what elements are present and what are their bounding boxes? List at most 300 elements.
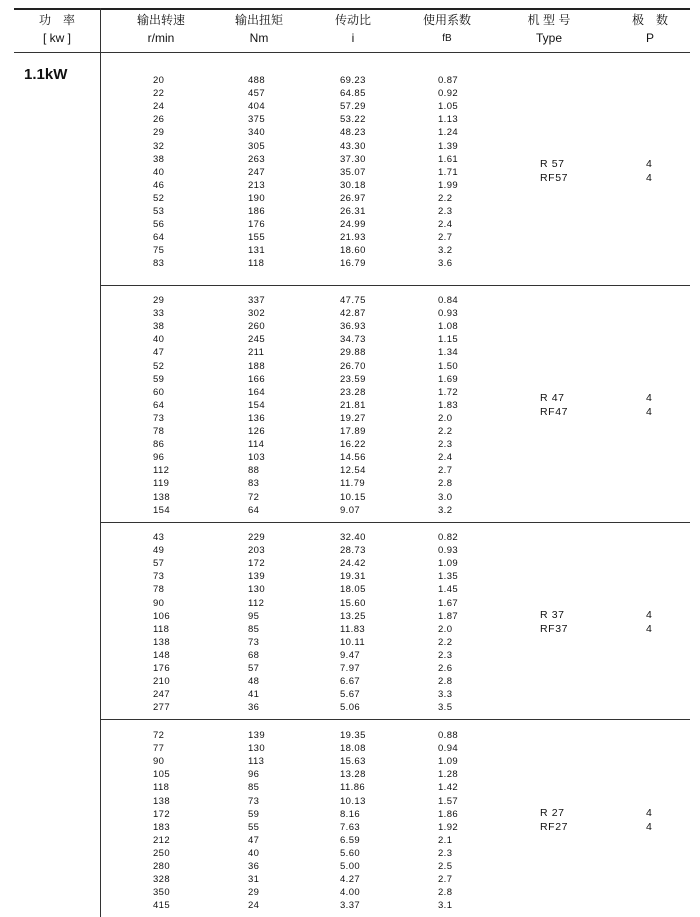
speed-cell: 47: [153, 347, 165, 359]
header-power: [14, 12, 100, 48]
ratio-cell: 35.07: [340, 166, 366, 178]
ratio-cell: 34.73: [340, 334, 366, 346]
torque-cell: 36: [248, 702, 260, 714]
torque-cell: 260: [248, 321, 266, 333]
service-factor-cell: 1.13: [438, 114, 459, 126]
service-factor-cell: 2.2: [438, 636, 453, 648]
service-factor-cell: 1.92: [438, 821, 459, 833]
speed-cell: 73: [153, 571, 165, 583]
ratio-cell: 53.22: [340, 114, 366, 126]
model-type: RF47: [540, 406, 569, 418]
speed-cell: 106: [153, 610, 171, 622]
table-row: [0, 583, 700, 596]
ratio-cell: 19.31: [340, 571, 366, 583]
service-factor-cell: 1.42: [438, 782, 459, 794]
service-factor-cell: 1.34: [438, 347, 459, 359]
table-row: [0, 570, 700, 583]
table-row: [0, 425, 700, 438]
table-row: [0, 87, 700, 100]
service-factor-cell: 2.3: [438, 439, 453, 451]
model-type: RF57: [540, 172, 569, 184]
torque-cell: 41: [248, 689, 260, 701]
torque-cell: 176: [248, 219, 266, 231]
ratio-cell: 6.59: [340, 834, 361, 846]
torque-cell: 130: [248, 743, 266, 755]
torque-cell: 172: [248, 558, 266, 570]
table-row: [0, 491, 700, 504]
service-factor-cell: 1.50: [438, 360, 459, 372]
ratio-cell: 8.16: [340, 808, 361, 820]
speed-cell: 86: [153, 439, 165, 451]
service-factor-cell: 2.3: [438, 649, 453, 661]
ratio-cell: 13.28: [340, 769, 366, 781]
service-factor-cell: 1.87: [438, 610, 459, 622]
speed-cell: 64: [153, 232, 165, 244]
table-row: [0, 477, 700, 490]
pole-count: 4: [646, 623, 652, 635]
speed-cell: 118: [153, 782, 170, 794]
ratio-cell: 47.75: [340, 295, 366, 306]
service-factor-cell: 3.0: [438, 491, 453, 503]
table-row: [0, 179, 700, 192]
speed-cell: 73: [153, 412, 165, 424]
pole-count: 4: [646, 609, 652, 621]
torque-cell: 24: [248, 900, 260, 912]
table-row: [0, 544, 700, 557]
torque-cell: 337: [248, 295, 266, 306]
speed-cell: 90: [153, 756, 165, 768]
torque-cell: 73: [248, 636, 260, 648]
table-row: [0, 860, 700, 873]
table-row: [0, 113, 700, 126]
torque-cell: 85: [248, 623, 260, 635]
torque-cell: 72: [248, 491, 260, 503]
ratio-cell: 24.99: [340, 219, 366, 231]
service-factor-cell: 2.5: [438, 861, 453, 872]
service-factor-cell: 1.67: [438, 597, 459, 609]
torque-cell: 213: [248, 179, 266, 191]
table-row: [0, 808, 700, 821]
table-row: [0, 623, 700, 636]
ratio-cell: 5.60: [340, 847, 361, 859]
ratio-cell: 29.88: [340, 347, 366, 359]
table-row: [0, 74, 700, 87]
speed-cell: 64: [153, 399, 165, 411]
header-torque-label: 输出扭矩: [234, 13, 283, 27]
speed-cell: 148: [153, 649, 171, 661]
ratio-cell: 4.00: [340, 887, 361, 899]
ratio-cell: 18.60: [340, 245, 366, 257]
model-type: R 47: [540, 392, 565, 404]
table-row: [0, 821, 700, 834]
table-row: [0, 755, 700, 768]
torque-cell: 375: [248, 114, 266, 126]
service-factor-cell: 0.84: [438, 295, 459, 306]
service-factor-cell: 1.28: [438, 769, 459, 781]
table-row: [0, 231, 700, 244]
speed-cell: 96: [153, 452, 165, 464]
service-factor-cell: 2.0: [438, 623, 453, 635]
torque-cell: 164: [248, 386, 266, 398]
torque-cell: 113: [248, 756, 265, 768]
model-type: R 57: [540, 158, 565, 170]
torque-cell: 188: [248, 360, 266, 372]
speed-cell: 29: [153, 127, 165, 139]
header-poles-unit: P: [645, 31, 654, 45]
torque-cell: 302: [248, 308, 266, 320]
torque-cell: 457: [248, 88, 266, 100]
model-type: R 27: [540, 807, 565, 819]
torque-cell: 64: [248, 504, 260, 516]
speed-cell: 183: [153, 821, 171, 833]
table-row: [0, 166, 700, 179]
speed-cell: 277: [153, 702, 171, 714]
group-divider: [100, 522, 690, 523]
ratio-cell: 48.23: [340, 127, 366, 139]
speed-cell: 78: [153, 584, 165, 596]
table-row: [0, 360, 700, 373]
service-factor-cell: 3.1: [438, 900, 453, 912]
table-row: [0, 781, 700, 794]
model-type: RF27: [540, 821, 569, 833]
model-type: R 37: [540, 609, 565, 621]
header-service-factor-unit: fB: [442, 33, 452, 44]
service-factor-cell: 1.09: [438, 756, 459, 768]
service-factor-cell: 1.24: [438, 127, 459, 139]
service-factor-cell: 2.3: [438, 206, 453, 217]
service-factor-cell: 0.88: [438, 730, 459, 741]
service-factor-cell: 2.7: [438, 465, 453, 477]
table-row: [0, 386, 700, 399]
torque-cell: 488: [248, 75, 266, 86]
torque-cell: 166: [248, 373, 266, 385]
torque-cell: 31: [248, 874, 260, 886]
torque-cell: 154: [248, 399, 266, 411]
table-row: [0, 688, 700, 701]
header-service-factor: [404, 12, 490, 48]
header-torque: [216, 12, 302, 48]
speed-cell: 83: [153, 258, 165, 270]
ratio-cell: 10.15: [340, 491, 366, 503]
service-factor-cell: 1.57: [438, 795, 459, 807]
table-row: [0, 886, 700, 899]
speed-cell: 38: [153, 321, 165, 333]
table-row: [0, 244, 700, 257]
table-row: [0, 504, 700, 517]
torque-cell: 404: [248, 101, 266, 113]
service-factor-cell: 2.2: [438, 192, 453, 204]
table-row: [0, 464, 700, 477]
speed-cell: 72: [153, 730, 165, 741]
header-model-unit: Type: [535, 31, 562, 45]
ratio-cell: 15.63: [340, 756, 366, 768]
ratio-cell: 3.37: [340, 900, 361, 912]
speed-cell: 46: [153, 179, 165, 191]
speed-cell: 43: [153, 532, 165, 543]
speed-cell: 52: [153, 360, 165, 372]
header-speed: [118, 12, 204, 48]
table-row: [0, 636, 700, 649]
service-factor-cell: 1.61: [438, 153, 459, 165]
table-row: [0, 610, 700, 623]
ratio-cell: 24.42: [340, 558, 366, 570]
ratio-cell: 37.30: [340, 153, 366, 165]
group-divider: [100, 285, 690, 286]
table-row: [0, 412, 700, 425]
torque-cell: 85: [248, 782, 260, 794]
table-row: [0, 597, 700, 610]
torque-cell: 59: [248, 808, 260, 820]
speed-cell: 22: [153, 88, 165, 100]
table-row: [0, 557, 700, 570]
ratio-cell: 15.60: [340, 597, 366, 609]
service-factor-cell: 2.3: [438, 847, 453, 859]
header-power-label: 功 率: [38, 13, 75, 27]
ratio-cell: 19.35: [340, 730, 366, 741]
table-row: [0, 795, 700, 808]
torque-cell: 126: [248, 426, 266, 437]
service-factor-cell: 0.94: [438, 743, 459, 755]
speed-cell: 26: [153, 114, 165, 126]
speed-cell: 138: [153, 491, 171, 503]
table-row: [0, 294, 700, 307]
ratio-cell: 23.59: [340, 373, 366, 385]
speed-cell: 138: [153, 795, 171, 807]
ratio-cell: 26.31: [340, 206, 366, 217]
torque-cell: 83: [248, 478, 260, 490]
table-row: [0, 100, 700, 113]
torque-cell: 73: [248, 795, 260, 807]
service-factor-cell: 1.15: [438, 334, 459, 346]
torque-cell: 47: [248, 834, 260, 846]
speed-cell: 52: [153, 192, 165, 204]
torque-cell: 139: [248, 571, 266, 583]
ratio-cell: 57.29: [340, 101, 366, 113]
header-poles-label: 极 数: [631, 13, 668, 27]
ratio-cell: 28.73: [340, 545, 366, 557]
table-row: [0, 218, 700, 231]
service-factor-cell: 2.0: [438, 412, 453, 424]
service-factor-cell: 2.4: [438, 452, 453, 464]
ratio-cell: 12.54: [340, 465, 366, 477]
speed-cell: 40: [153, 334, 165, 346]
table-row: [0, 205, 700, 218]
speed-cell: 32: [153, 140, 165, 152]
table-row: [0, 399, 700, 412]
group-divider: [100, 719, 690, 720]
header-poles: [614, 12, 686, 48]
service-factor-cell: 1.99: [438, 179, 459, 191]
torque-cell: 229: [248, 532, 266, 543]
pole-count: 4: [646, 807, 652, 819]
torque-cell: 88: [248, 465, 260, 477]
table-row: [0, 333, 700, 346]
header-torque-unit: Nm: [249, 31, 269, 45]
ratio-cell: 4.27: [340, 874, 361, 886]
ratio-cell: 13.25: [340, 610, 366, 622]
table-row: [0, 531, 700, 544]
speed-cell: 29: [153, 295, 165, 306]
ratio-cell: 7.97: [340, 663, 361, 674]
ratio-cell: 36.93: [340, 321, 366, 333]
table-row: [0, 346, 700, 359]
speed-cell: 33: [153, 308, 165, 320]
service-factor-cell: 2.1: [438, 834, 453, 846]
table-row: [0, 438, 700, 451]
header-speed-unit: r/min: [147, 31, 175, 45]
ratio-cell: 32.40: [340, 532, 366, 543]
table-row: [0, 451, 700, 464]
service-factor-cell: 2.8: [438, 478, 453, 490]
torque-cell: 340: [248, 127, 266, 139]
speed-cell: 53: [153, 206, 165, 217]
ratio-cell: 23.28: [340, 386, 366, 398]
service-factor-cell: 1.83: [438, 399, 459, 411]
torque-cell: 112: [248, 597, 265, 609]
service-factor-cell: 2.2: [438, 426, 453, 437]
ratio-cell: 5.06: [340, 702, 361, 714]
ratio-cell: 11.79: [340, 478, 366, 490]
torque-cell: 139: [248, 730, 266, 741]
speed-cell: 24: [153, 101, 165, 113]
header-model-label: 机 型 号: [527, 13, 571, 27]
service-factor-cell: 0.93: [438, 308, 459, 320]
header-model: [506, 12, 592, 48]
torque-cell: 40: [248, 847, 260, 859]
service-factor-cell: 2.7: [438, 874, 453, 886]
ratio-cell: 14.56: [340, 452, 366, 464]
table-row: [0, 729, 700, 742]
speed-cell: 172: [153, 808, 171, 820]
table-row: [0, 307, 700, 320]
torque-cell: 186: [248, 206, 266, 217]
service-factor-cell: 2.6: [438, 663, 453, 674]
pole-count: 4: [646, 392, 652, 404]
table-row: [0, 126, 700, 139]
pole-count: 4: [646, 821, 652, 833]
speed-cell: 210: [153, 676, 171, 688]
torque-cell: 29: [248, 887, 260, 899]
service-factor-cell: 1.86: [438, 808, 459, 820]
ratio-cell: 21.93: [340, 232, 366, 244]
service-factor-cell: 3.2: [438, 245, 453, 257]
ratio-cell: 6.67: [340, 676, 361, 688]
speed-cell: 40: [153, 166, 165, 178]
table-row: [0, 140, 700, 153]
ratio-cell: 9.07: [340, 504, 361, 516]
torque-cell: 55: [248, 821, 260, 833]
speed-cell: 176: [153, 663, 171, 674]
torque-cell: 263: [248, 153, 266, 165]
torque-cell: 96: [248, 769, 260, 781]
speed-cell: 415: [153, 900, 171, 912]
table-row: [0, 768, 700, 781]
ratio-cell: 10.13: [340, 795, 366, 807]
torque-cell: 190: [248, 192, 266, 204]
service-factor-cell: 1.08: [438, 321, 459, 333]
speed-cell: 20: [153, 75, 165, 86]
speed-cell: 90: [153, 597, 165, 609]
service-factor-cell: 1.05: [438, 101, 459, 113]
ratio-cell: 9.47: [340, 649, 361, 661]
model-type: RF37: [540, 623, 569, 635]
table-row: [0, 742, 700, 755]
speed-cell: 56: [153, 219, 165, 231]
torque-cell: 68: [248, 649, 260, 661]
service-factor-cell: 2.7: [438, 232, 453, 244]
torque-cell: 57: [248, 663, 260, 674]
speed-cell: 328: [153, 874, 171, 886]
speed-cell: 57: [153, 558, 165, 570]
table-row: [0, 675, 700, 688]
header-ratio-label: 传动比: [334, 13, 371, 27]
torque-cell: 203: [248, 545, 266, 557]
speed-cell: 154: [153, 504, 171, 516]
ratio-cell: 18.08: [340, 743, 366, 755]
ratio-cell: 5.67: [340, 689, 361, 701]
torque-cell: 305: [248, 140, 266, 152]
torque-cell: 245: [248, 334, 266, 346]
ratio-cell: 7.63: [340, 821, 361, 833]
speed-cell: 212: [153, 834, 171, 846]
service-factor-cell: 2.4: [438, 219, 453, 231]
speed-cell: 78: [153, 426, 165, 437]
torque-cell: 136: [248, 412, 266, 424]
table-row: [0, 320, 700, 333]
ratio-cell: 5.00: [340, 861, 361, 872]
speed-cell: 59: [153, 373, 165, 385]
service-factor-cell: 3.6: [438, 258, 453, 270]
service-factor-cell: 1.69: [438, 373, 459, 385]
speed-cell: 118: [153, 623, 170, 635]
service-factor-cell: 3.2: [438, 504, 453, 516]
ratio-cell: 11.83: [340, 623, 366, 635]
service-factor-cell: 1.72: [438, 386, 459, 398]
header-bottom-border: [14, 52, 690, 53]
speed-cell: 138: [153, 636, 171, 648]
service-factor-cell: 0.87: [438, 75, 459, 86]
service-factor-cell: 2.8: [438, 676, 453, 688]
power-value: 1.1kW: [24, 66, 68, 83]
speed-cell: 280: [153, 861, 171, 872]
table-row: [0, 373, 700, 386]
speed-cell: 77: [153, 743, 165, 755]
speed-cell: 250: [153, 847, 171, 859]
ratio-cell: 42.87: [340, 308, 366, 320]
header-power-unit: [ kw ]: [42, 31, 71, 45]
table-row: [0, 649, 700, 662]
header-service-factor-label: 使用系数: [422, 13, 471, 27]
service-factor-cell: 3.3: [438, 689, 453, 701]
ratio-cell: 11.86: [340, 782, 366, 794]
torque-cell: 118: [248, 258, 265, 270]
table-row: [0, 899, 700, 912]
service-factor-cell: 0.92: [438, 88, 459, 100]
torque-cell: 103: [248, 452, 266, 464]
ratio-cell: 64.85: [340, 88, 366, 100]
speed-cell: 247: [153, 689, 171, 701]
speed-cell: 49: [153, 545, 165, 557]
ratio-cell: 19.27: [340, 412, 366, 424]
speed-cell: 119: [153, 478, 170, 490]
ratio-cell: 26.97: [340, 192, 366, 204]
service-factor-cell: 0.82: [438, 532, 459, 543]
speed-cell: 105: [153, 769, 171, 781]
ratio-cell: 30.18: [340, 179, 366, 191]
table-row: [0, 153, 700, 166]
pole-count: 4: [646, 406, 652, 418]
torque-cell: 48: [248, 676, 260, 688]
